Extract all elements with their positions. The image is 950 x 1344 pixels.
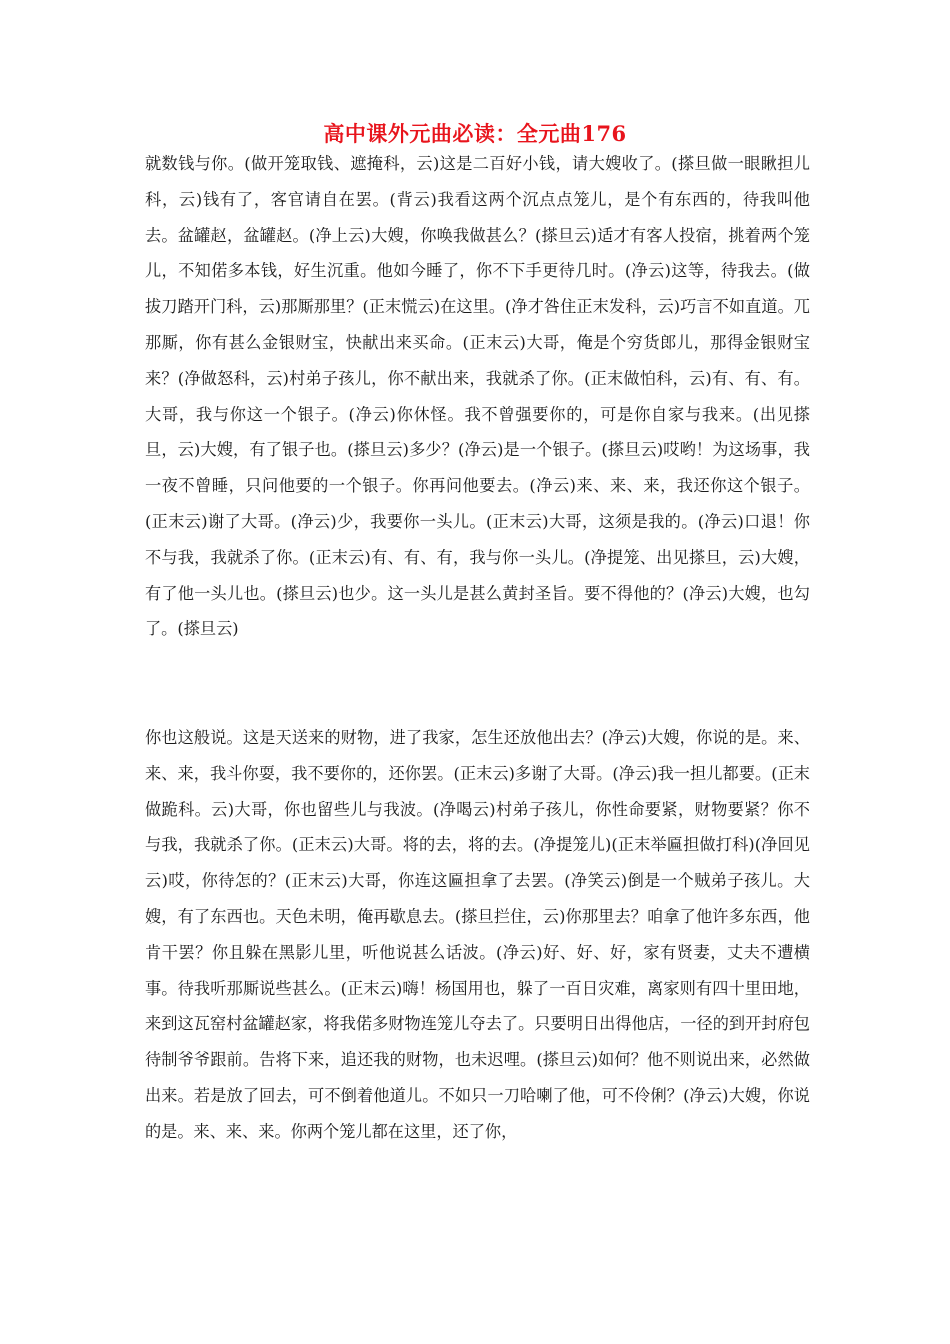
body-paragraph-2: 你也这般说。这是天送来的财物，进了我家，怎生还放他出去？(净云)大嫂，你说的是。来、来、来，我斗你耍，我不要你的，还你罢。(正末云)多谢了大哥。(净云)我一担儿都要。(正末做跪科。云)大哥，你也留些儿与我波。(净喝云)村弟子孩儿，你性命要紧，财物要紧？你不与我，我就杀了你。(正末云)大哥。将的去，将的去。(净提笼儿)(正末举匾担做打科)(净回见云)哎，你待怎的？(正末云)大哥，你连这匾担拿了去罢。(净笑云)倒是一个贼弟子孩儿。大嫂，有了东西也。天色未明，俺再歇息去。(搽旦拦住，云)你那里去？咱拿了他许多东西，他肯干罢？你且躲在黑影儿里，听他说甚么话波。(净云)好、好、好，家有贤妻，丈夫不遭横事。待我听那厮说些甚么。(正末云)嗨！杨国用也，躲了一百日灾难，离家则有四十里田地，来到这瓦窑村盆罐赵家，将我偌多财物连笼儿夺去了。只要明日出得他店，一径的到开封府包待制爷爷跟前。告将下来，追还我的财物，也未迟哩。(搽旦云)如何？他不则说出来，必然做出来。若是放了回去，可不倒着他道儿。不如只一刀哈喇了他，可不伶俐？(净云)大嫂，你说的是。来、来、来。你两个笼儿都在这里，还了你， (145, 728, 810, 1141)
document-title: 高中课外元曲必读：全元曲176 (323, 121, 627, 146)
body-paragraph-1: 就数钱与你。(做开笼取钱、遮掩科，云)这是二百好小钱，请大嫂收了。(搽旦做一眼瞅担儿科，云)钱有了，客官请自在罢。(背云)我看这两个沉点点笼儿，是个有东西的，待我叫他去。盆罐赵，盆罐赵。(净上云)大嫂，你唤我做甚么？(搽旦云)适才有客人投宿，挑着两个笼儿，不知偌多本钱，好生沉重。他如今睡了，你不下手更待几时。(净云)这等，待我去。(做拔刀踏开门科，云)那厮那里？(正末慌云)在这里。(净才咎住正末发科，云)巧言不如直道。兀那厮，你有甚么金银财宝，快献出来买命。(正末云)大哥，俺是个穷货郎儿，那得金银财宝来？(净做怒科，云)村弟子孩儿，你不献出来，我就杀了你。(正末做怕科，云)有、有、有。大哥，我与你这一个银子。(净云)你休怪。我不曾强要你的，可是你自家与我来。(出见搽旦，云)大嫂，有了银子也。(搽旦云)多少？(净云)是一个银子。(搽旦云)哎哟！为这场事，我一夜不曾睡，只问他要的一个银子。你再问他要去。(净云)来、来、来，我还你这个银子。(正末云)谢了大哥。(净云)少，我要你一头儿。(正末云)大哥，这须是我的。(净云)口退！你不与我，我就杀了你。(正末云)有、有、有，我与你一头儿。(净提笼、出见搽旦，云)大嫂，有了他一头儿也。(搽旦云)也少。这一头儿是甚么黄封圣旨。要不得他的？(净云)大嫂，也勾了。(搽旦云) (145, 154, 810, 639)
